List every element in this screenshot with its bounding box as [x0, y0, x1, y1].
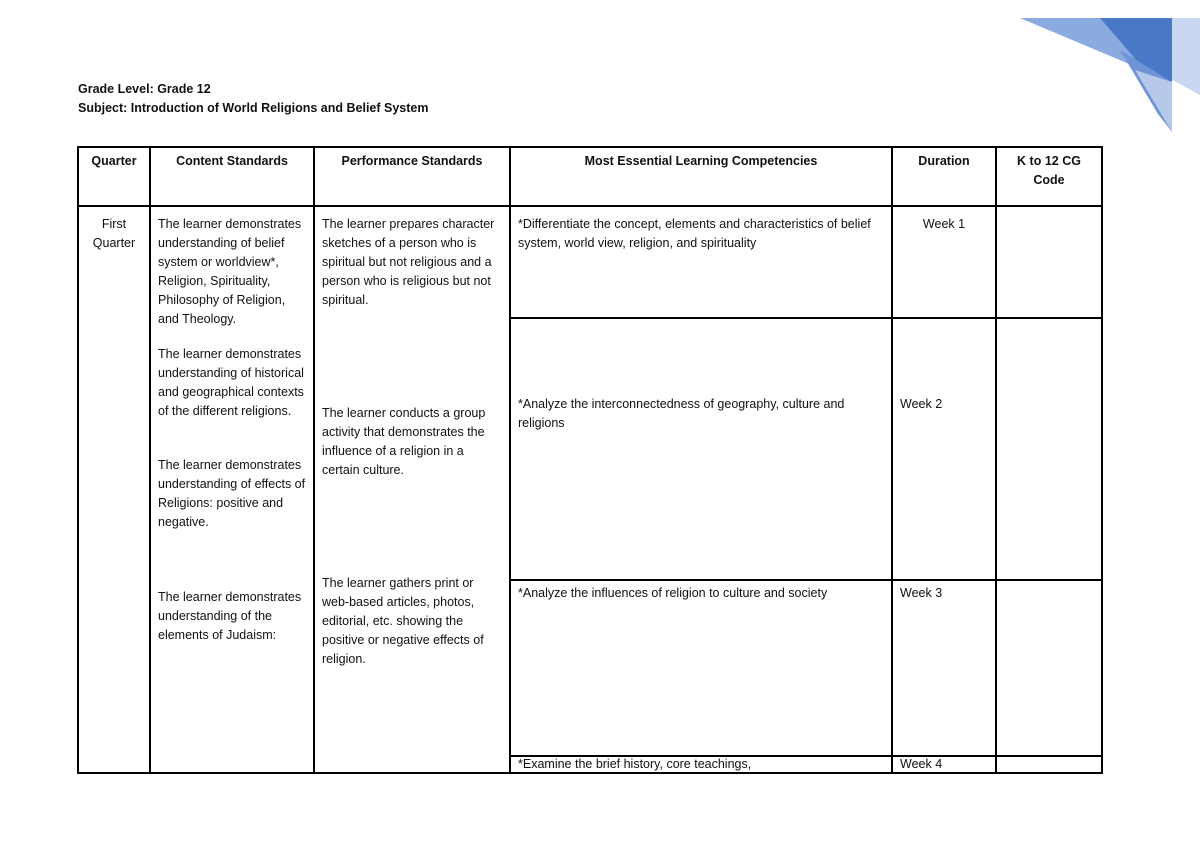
duration-cell: Week 2 — [892, 318, 996, 580]
table-header-row — [78, 147, 1102, 206]
duration-cell: Week 1 — [892, 206, 996, 318]
content-standards-cell — [150, 206, 314, 773]
column-header: Duration — [892, 147, 996, 206]
subject: Subject: Introduction of World Religions and Belief System — [78, 101, 429, 115]
code-cell — [996, 206, 1102, 318]
grade-level: Grade Level: Grade 12 — [78, 82, 211, 96]
duration-cell: Week 4 — [892, 756, 996, 773]
duration-cell: Week 3 — [892, 580, 996, 756]
competency-cell: *Differentiate the concept, elements and characteristics of belief system, world view, religion, and spirituality — [510, 206, 892, 318]
competency-cell: *Examine the brief history, core teachings, — [510, 756, 892, 773]
column-header: Most Essential Learning Competencies — [510, 147, 892, 206]
code-cell — [996, 318, 1102, 580]
table-row — [78, 206, 1102, 318]
content-standard: The learner demonstrates understanding of the elements of Judaism: — [158, 590, 302, 642]
quarter-cell: First Quarter — [78, 206, 150, 773]
performance-standard: The learner prepares character sketches of a person who is spiritual but not religious and a person who is religious but not spiritual. — [322, 217, 495, 307]
code-cell — [996, 580, 1102, 756]
column-header: Quarter — [78, 147, 150, 206]
column-header: K to 12 CG Code — [996, 147, 1102, 206]
performance-standard: The learner gathers print or web-based articles, photos, editorial, etc. showing the positive or negative effects of religion. — [322, 576, 484, 666]
document-header — [78, 80, 429, 118]
competency-cell: *Analyze the interconnectedness of geography, culture and religions — [510, 318, 892, 580]
competency-cell: *Analyze the influences of religion to culture and society — [510, 580, 892, 756]
curriculum-table — [77, 146, 1103, 774]
content-standard: The learner demonstrates understanding of effects of Religions: positive and negative. — [158, 458, 306, 529]
content-standard: The learner demonstrates understanding of historical and geographical contexts of the different religions. — [158, 347, 304, 418]
corner-decoration — [1000, 0, 1200, 140]
column-header: Performance Standards — [314, 147, 510, 206]
content-standard: The learner demonstrates understanding of belief system or worldview*, Religion, Spirituality, Philosophy of Religion, and Theology. — [158, 217, 302, 326]
performance-standards-cell — [314, 206, 510, 773]
column-header: Content Standards — [150, 147, 314, 206]
performance-standard: The learner conducts a group activity that demonstrates the influence of a religion in a certain culture. — [322, 406, 486, 477]
code-cell — [996, 756, 1102, 773]
